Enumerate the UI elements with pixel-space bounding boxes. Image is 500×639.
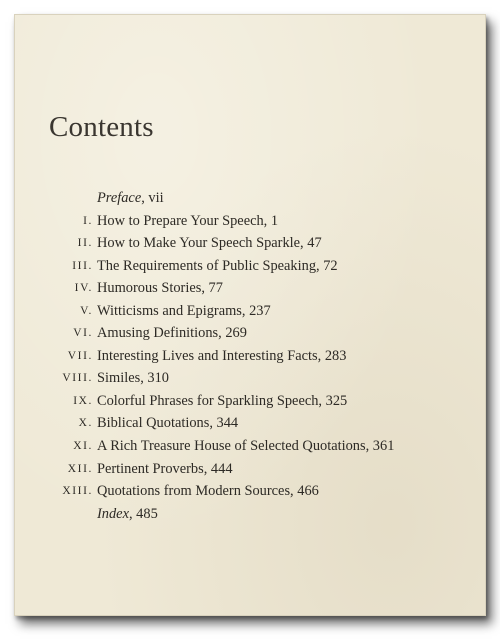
chapter-title: The Requirements of Public Speaking — [97, 257, 317, 274]
separator: , — [128, 505, 137, 522]
chapter-numeral: I. — [83, 214, 93, 227]
toc-entry — [97, 367, 169, 390]
separator: , — [241, 302, 250, 319]
toc-row — [15, 480, 485, 503]
separator: , — [209, 415, 217, 432]
toc-entry — [97, 255, 338, 278]
separator: , — [290, 483, 298, 500]
toc-row — [15, 345, 485, 368]
toc-entry — [97, 187, 164, 210]
separator: , — [263, 212, 271, 229]
chapter-title: Humorous Stories — [97, 280, 202, 297]
toc-entry — [97, 390, 347, 413]
chapter-title: How to Prepare Your Speech — [97, 212, 264, 229]
toc-row — [15, 412, 485, 435]
chapter-title: Similes — [97, 370, 141, 387]
chapter-title: Preface — [97, 190, 142, 206]
separator: , — [141, 190, 149, 206]
chapter-numeral: VIII. — [62, 372, 93, 385]
chapter-numeral: IV. — [74, 282, 93, 295]
separator: , — [317, 347, 325, 364]
toc-entry — [97, 435, 394, 458]
toc-row — [15, 322, 485, 345]
page-number: 72 — [323, 257, 338, 274]
separator: , — [318, 392, 326, 409]
separator: , — [300, 235, 308, 252]
separator: , — [218, 325, 226, 342]
chapter-title: Quotations from Modern Sources — [97, 483, 291, 500]
separator: , — [140, 370, 148, 387]
chapter-title: Pertinent Proverbs — [97, 460, 204, 477]
toc-entry — [97, 277, 223, 300]
chapter-numeral: X. — [78, 417, 93, 430]
toc-row — [15, 390, 485, 413]
toc-entry — [97, 322, 247, 345]
toc-entry — [97, 300, 271, 323]
toc-entry — [97, 412, 238, 435]
toc-row — [15, 367, 485, 390]
chapter-title: Biblical Quotations — [97, 415, 210, 432]
toc-entry — [97, 345, 346, 368]
chapter-numeral: VI. — [73, 327, 93, 340]
chapter-numeral: V. — [80, 304, 93, 317]
toc-row — [15, 300, 485, 323]
page-number: 1 — [270, 212, 279, 229]
page-number: vii — [148, 190, 164, 206]
page-number: 466 — [297, 483, 319, 500]
page-number: 47 — [307, 235, 322, 252]
separator: , — [316, 257, 324, 274]
chapter-numeral: XIII. — [62, 485, 93, 498]
page-number: 77 — [208, 280, 223, 297]
chapter-numeral: XI. — [73, 440, 93, 453]
book-page — [14, 14, 486, 616]
page-number: 485 — [136, 505, 158, 522]
page-number: 361 — [372, 438, 395, 455]
page-number: 325 — [325, 392, 348, 409]
chapter-numeral: II. — [77, 237, 93, 250]
toc-row — [15, 187, 485, 210]
toc-row — [15, 277, 485, 300]
toc-entry — [97, 458, 233, 481]
page-title: Contents — [49, 111, 154, 143]
toc-row — [15, 210, 485, 233]
chapter-title: A Rich Treasure House of Selected Quotations — [97, 438, 366, 455]
page-number: 444 — [210, 460, 233, 477]
page-number: 237 — [249, 302, 271, 319]
page-number: 310 — [147, 370, 169, 387]
separator: , — [203, 460, 211, 477]
chapter-title: Index — [97, 505, 129, 522]
toc-row — [15, 503, 485, 526]
chapter-title: How to Make Your Speech Sparkle — [97, 235, 301, 252]
chapter-title: Interesting Lives and Interesting Facts — [97, 347, 318, 364]
toc-row — [15, 255, 485, 278]
chapter-numeral: III. — [72, 259, 93, 272]
chapter-numeral: XII. — [67, 462, 93, 475]
separator: , — [365, 438, 373, 455]
chapter-numeral: IX. — [73, 394, 93, 407]
page-number: 344 — [216, 415, 239, 432]
table-of-contents — [15, 187, 485, 525]
chapter-title: Witticisms and Epigrams — [97, 302, 242, 319]
chapter-title: Amusing Definitions — [97, 325, 219, 342]
page-number: 283 — [324, 347, 347, 364]
separator: , — [201, 280, 209, 297]
toc-row — [15, 232, 485, 255]
chapter-title: Colorful Phrases for Sparkling Speech — [97, 392, 319, 409]
toc-row — [15, 458, 485, 481]
page-number: 269 — [225, 325, 247, 342]
toc-entry — [97, 232, 322, 255]
toc-entry — [97, 503, 158, 526]
chapter-numeral: VII. — [67, 349, 93, 362]
toc-entry — [97, 210, 278, 233]
toc-entry — [97, 480, 319, 503]
toc-row — [15, 435, 485, 458]
